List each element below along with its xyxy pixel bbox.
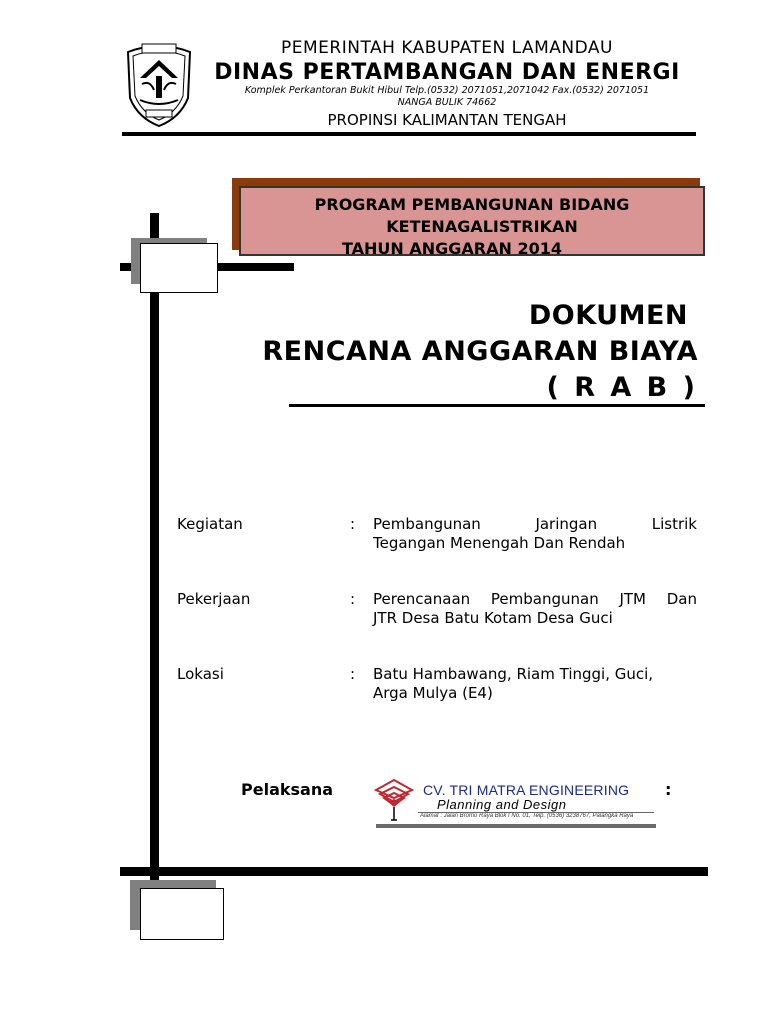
letterhead-divider — [122, 132, 696, 136]
detail-colon: : — [350, 515, 356, 533]
company-name: CV. TRI MATRA ENGINEERING — [423, 782, 630, 798]
detail-value-line: Tegangan Menengah Dan Rendah — [373, 534, 626, 552]
program-line-3: TAHUN ANGGARAN 2014 — [341, 239, 562, 256]
detail-label-pekerjaan: Pekerjaan — [177, 590, 251, 608]
detail-value-line: Perencanaan Pembangunan JTM Dan — [373, 590, 697, 608]
agency-address — [200, 85, 694, 109]
company-bar — [376, 824, 656, 828]
regency-emblem-icon — [120, 38, 198, 130]
province-name: PROPINSI KALIMANTAN TENGAH — [327, 111, 567, 129]
frame-bottom-square — [140, 888, 224, 940]
government-name: PEMERINTAH KABUPATEN LAMANDAU — [281, 38, 613, 58]
detail-value-line: Pembangunan Jaringan Listrik — [373, 515, 697, 533]
address-line-2: NANGA BULIK 74662 — [397, 97, 497, 108]
pelaksana-colon: : — [665, 780, 672, 799]
company-address: Alamat : Jalan Bromo Raya Blok I No. 01, Telp. (0536) 3238767, Palangka Raya — [420, 813, 634, 819]
detail-colon: : — [350, 590, 356, 608]
agency-name: DINAS PERTAMBANGAN DAN ENERGI — [214, 60, 680, 85]
detail-value-line: JTR Desa Batu Kotam Desa Guci — [373, 609, 613, 627]
frame-bottom-bar — [120, 867, 708, 876]
detail-label-kegiatan: Kegiatan — [177, 515, 243, 533]
detail-value-line: Batu Hambawang, Riam Tinggi, Guci, — [373, 665, 654, 683]
detail-value-lokasi — [373, 665, 697, 703]
building-logo-icon — [374, 776, 414, 824]
frame-top-square — [140, 243, 218, 293]
detail-value-pekerjaan — [373, 590, 697, 628]
program-line-1: PROGRAM PEMBANGUNAN BIDANG — [314, 195, 630, 214]
pelaksana-label: Pelaksana — [241, 780, 334, 799]
program-box — [239, 186, 705, 256]
program-line-2: KETENAGALISTRIKAN — [386, 217, 578, 236]
company-tagline: Planning and Design — [437, 797, 567, 812]
detail-value-line: Arga Mulya (E4) — [373, 684, 493, 702]
detail-colon: : — [350, 665, 356, 683]
address-line-1: Komplek Perkantoran Bukit Hibul Telp.(0532) 2071051,2071042 Fax.(0532) 2071051 — [244, 85, 650, 96]
detail-label-lokasi: Lokasi — [177, 665, 224, 683]
document-title-line-1: DOKUMEN — [528, 300, 688, 331]
document-title-line-2: RENCANA ANGGARAN BIAYA — [262, 336, 698, 367]
program-title — [241, 194, 703, 256]
frame-vertical-bar — [150, 213, 159, 885]
title-underline — [289, 404, 705, 407]
document-title-line-3: ( R A B ) — [546, 372, 698, 403]
detail-value-kegiatan — [373, 515, 697, 553]
